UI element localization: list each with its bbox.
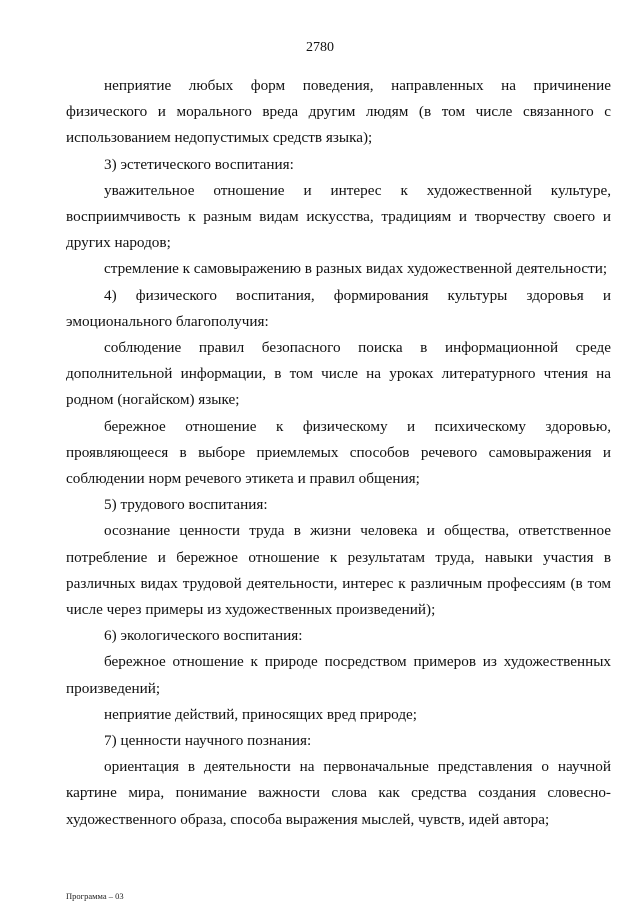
paragraph: ориентация в деятельности на первоначальные представления о научной картине мира, понимание важности слова как средства создания словесно-художественного образа, способа выражения мыслей, чувств, идей автора; bbox=[66, 758, 611, 828]
paragraph: бережное отношение к природе посредством примеров из художественных произведений; bbox=[66, 653, 611, 697]
section-heading: 6) экологического воспитания: bbox=[104, 627, 303, 645]
paragraph: бережное отношение к физическому и психическому здоровью, проявляющееся в выборе приемлемых способов речевого самовыражения и соблюдении норм речевого этикета и правил общения; bbox=[66, 417, 611, 488]
paragraph: соблюдение правил безопасного поиска в информационной среде дополнительной информации, в том числе на уроках литературного чтения на родном (ногайском) языке; bbox=[66, 339, 611, 409]
section-heading: 7) ценности научного познания: bbox=[104, 732, 312, 750]
section-heading: 3) эстетического воспитания: bbox=[104, 155, 294, 173]
paragraph: уважительное отношение и интерес к художественной культуре, восприимчивость к разным видам искусства, традициям и творчеству своего и других народов; bbox=[66, 181, 611, 252]
paragraph: осознание ценности труда в жизни человека и общества, ответственное потребление и бережное отношение к результатам труда, навыки участия в различных видах трудовой деятельности, интерес к различным профессиям (в том числе через примеры из художественных произведений); bbox=[66, 522, 611, 619]
page-number: 2780 bbox=[306, 40, 334, 55]
page-footer: Программа – 03 bbox=[66, 891, 124, 901]
section-heading: 4) физического воспитания, формирования культуры здоровья и эмоционального благополучия: bbox=[66, 286, 611, 330]
paragraph: неприятие любых форм поведения, направленных на причинение физического и морального вреда другим людям (в том числе связанного с использованием недопустимых средств языка); bbox=[66, 77, 611, 147]
document-body bbox=[66, 73, 611, 833]
paragraph: неприятие действий, приносящих вред природе; bbox=[104, 705, 418, 723]
section-heading: 5) трудового воспитания: bbox=[104, 496, 268, 514]
paragraph: стремление к самовыражению в разных видах художественной деятельности; bbox=[104, 260, 608, 278]
